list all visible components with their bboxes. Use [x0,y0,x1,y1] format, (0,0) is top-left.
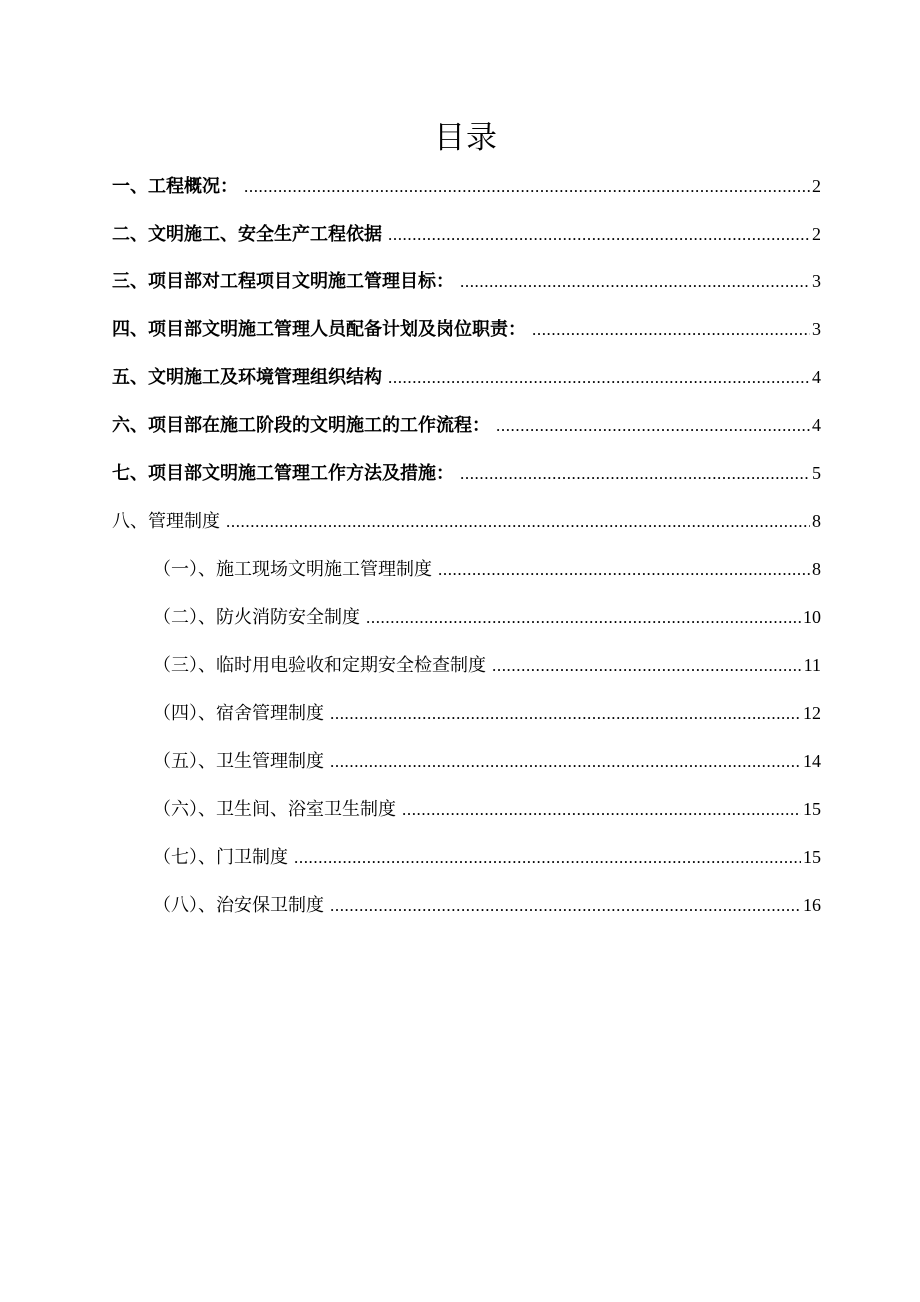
toc-page-number: 16 [803,895,821,915]
toc-dot-leader [532,315,810,345]
toc-dot-leader [330,747,801,777]
toc-subentry[interactable] [153,650,821,680]
toc-page-number: 5 [812,463,821,483]
toc-entry[interactable] [112,410,821,440]
toc-entry[interactable] [112,506,821,536]
toc-dot-leader [496,411,810,441]
toc-page-number: 2 [812,176,821,196]
toc-subentry[interactable] [153,554,821,584]
toc-subentry[interactable] [153,890,821,920]
toc-entry-label: （五）、卫生管理制度 [153,751,324,772]
toc-entry-label: 二、文明施工、安全生产工程依据 [112,224,382,245]
toc-dot-leader [366,603,801,633]
toc-page-number: 4 [812,367,821,387]
toc-page-number: 14 [803,751,821,771]
toc-entry-label: 六、项目部在施工阶段的文明施工的工作流程： [112,415,490,436]
toc-entry-label: （三）、临时用电验收和定期安全检查制度 [153,655,486,676]
toc-page-number: 11 [803,655,821,675]
toc-entry-label: 八、管理制度 [112,511,220,532]
toc-dot-leader [460,267,810,297]
toc-dot-leader [294,843,801,873]
toc-entry[interactable] [112,219,821,249]
toc-page-number: 10 [803,607,821,627]
toc-subentry[interactable] [153,698,821,728]
toc-entry[interactable] [112,458,821,488]
toc-subentry[interactable] [153,602,821,632]
toc-entry-label: （六）、卫生间、浴室卫生制度 [153,799,396,820]
toc-page-number: 4 [812,415,821,435]
toc-entry-label: （二）、防火消防安全制度 [153,607,360,628]
toc-dot-leader [460,459,810,489]
toc-dot-leader [402,795,801,825]
toc-entry-label: （一）、施工现场文明施工管理制度 [153,559,432,580]
toc-page-number: 15 [803,799,821,819]
toc-subentry[interactable] [153,842,821,872]
toc-dot-leader [330,699,801,729]
toc-entry-label: 一、工程概况： [112,176,238,197]
toc-dot-leader [438,555,810,585]
toc-title: 目录 [434,120,498,156]
toc-page-number: 8 [812,511,821,531]
toc-dot-leader [244,172,810,202]
toc-entry-label: （八）、治安保卫制度 [153,895,324,916]
toc-dot-leader [492,651,802,681]
toc-dot-leader [226,507,810,537]
toc-subentry[interactable] [153,746,821,776]
toc-entry-label: 三、项目部对工程项目文明施工管理目标： [112,271,454,292]
toc-page-number: 3 [812,319,821,339]
toc-page-number: 2 [812,224,821,244]
toc-page-number: 12 [803,703,821,723]
toc-entry[interactable] [112,266,821,296]
toc-entry-label: 四、项目部文明施工管理人员配备计划及岗位职责： [112,319,526,340]
toc-dot-leader [388,220,810,250]
toc-entry-label: （四）、宿舍管理制度 [153,703,324,724]
toc-dot-leader [330,891,801,921]
toc-subentry[interactable] [153,794,821,824]
toc-page-number: 15 [803,847,821,867]
toc-entry[interactable] [112,171,821,201]
toc-entry-label: 七、项目部文明施工管理工作方法及措施： [112,463,454,484]
toc-dot-leader [388,363,810,393]
toc-entry-label: 五、文明施工及环境管理组织结构 [112,367,382,388]
toc-page-number: 8 [812,559,821,579]
toc-page-number: 3 [812,271,821,291]
toc-entry-label: （七）、门卫制度 [153,847,288,868]
toc-entry[interactable] [112,314,821,344]
toc-entry[interactable] [112,362,821,392]
